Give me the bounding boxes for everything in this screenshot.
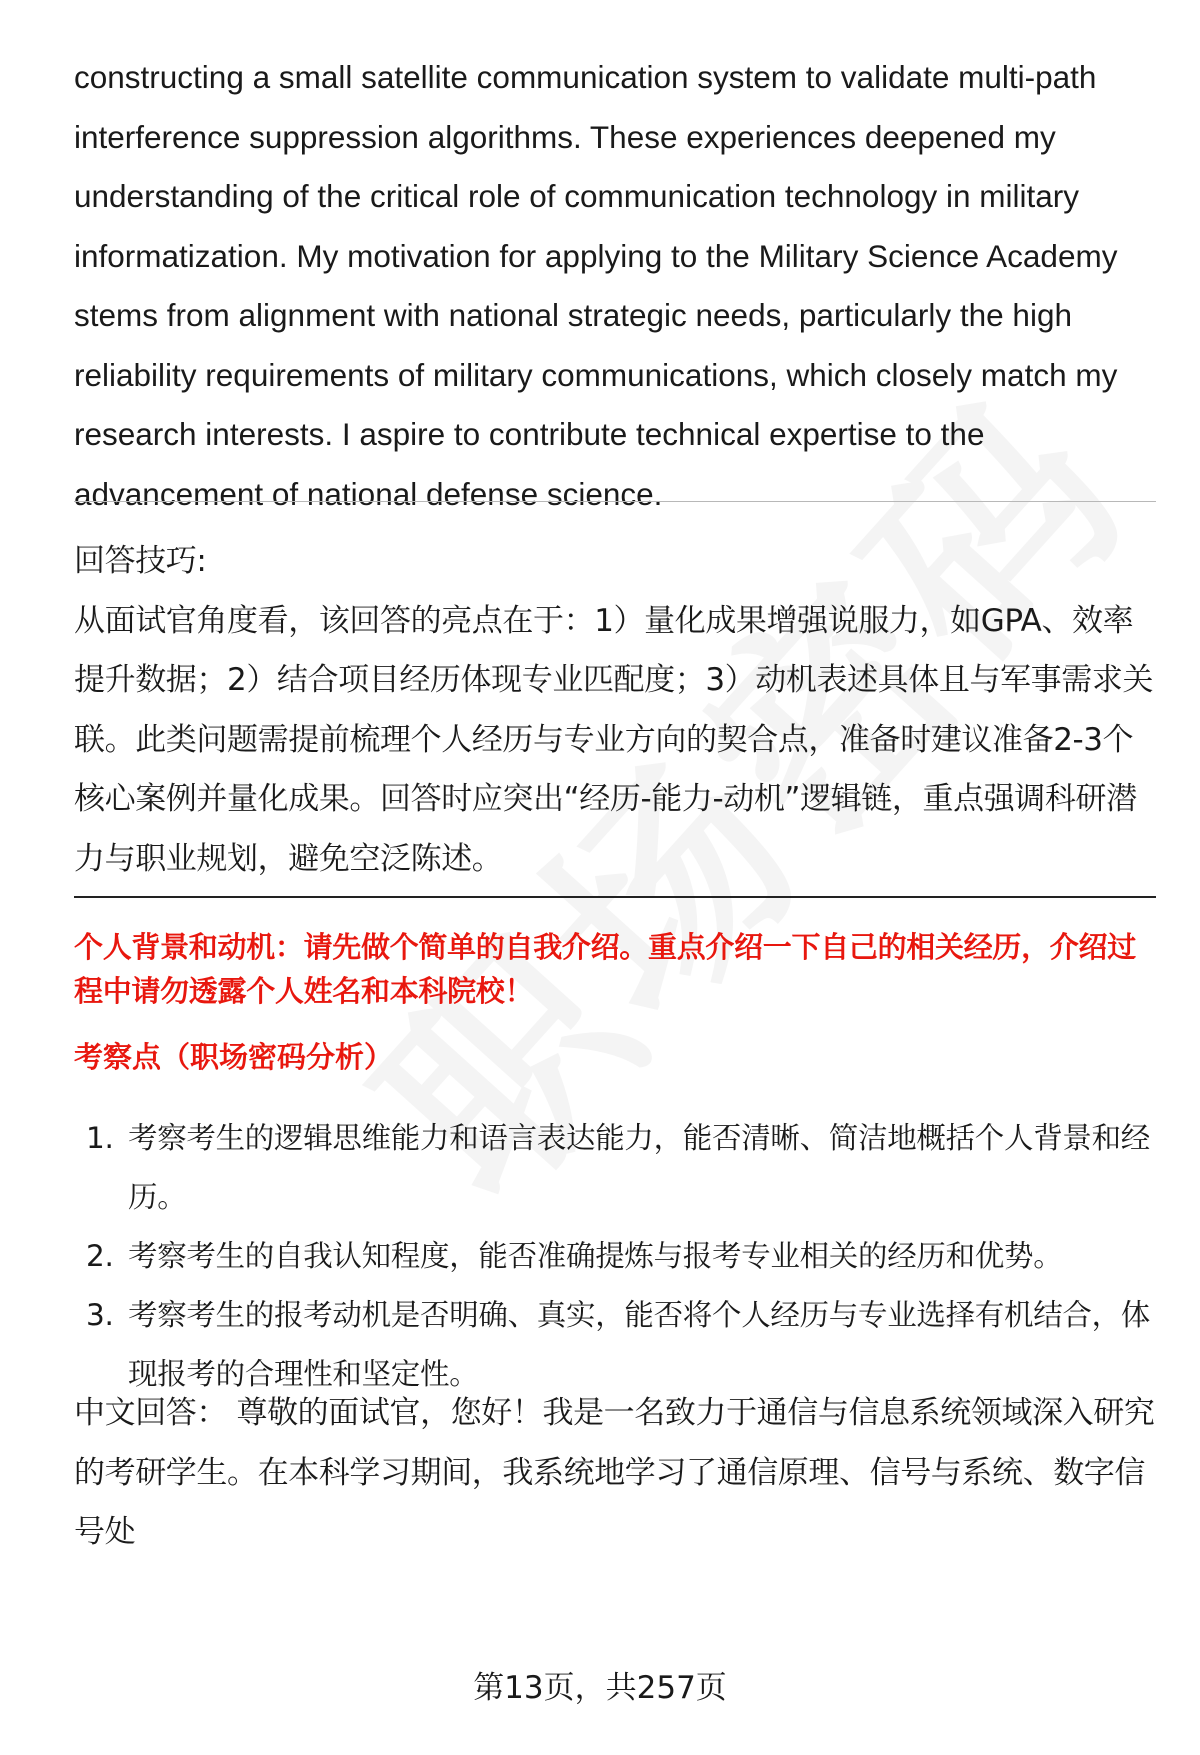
section-divider	[74, 501, 1156, 502]
intro-section	[74, 48, 1156, 524]
list-item-number: 1.	[86, 1121, 114, 1155]
intro-paragraph: constructing a small satellite communication system to validate multi-path interference suppression algorithms. These experiences deepened my understanding of the critical role of communication technology in military informatization. My motivation for applying to the Military Science Academy stems from alignment with national strategic needs, particularly the high reliability requirements of military communications, which closely match my research interests. I aspire to contribute technical expertise to the advancement of national defense science.	[74, 59, 1118, 512]
page-footer: 第13页，共257页	[473, 1670, 727, 1706]
list-item-text: 考察考生的自我认知程度，能否准确提炼与报考专业相关的经历和优势。	[128, 1239, 1063, 1273]
question-section	[74, 925, 1156, 1404]
list-item-number: 3.	[86, 1298, 114, 1332]
list-item-text: 考察考生的逻辑思维能力和语言表达能力，能否清晰、简洁地概括个人背景和经历。	[128, 1121, 1151, 1214]
answer-label: 中文回答：	[74, 1395, 227, 1431]
list-item	[74, 1109, 1156, 1227]
answer-section	[74, 1384, 1156, 1563]
list-item-number: 2.	[86, 1239, 114, 1273]
assessment-points	[74, 1109, 1156, 1404]
assessment-heading: 考察点（职场密码分析）	[74, 1040, 394, 1074]
question-divider	[74, 896, 1156, 898]
tips-body: 从面试官角度看，该回答的亮点在于：1）量化成果增强说服力，如GPA、效率提升数据；2）结合项目经历体现专业匹配度；3）动机表述具体且与军事需求关联。此类问题需提前梳理个人经历与专业方向的契合点，准备时建议准备2-3个核心案例并量化成果。回答时应突出“经历-能力-动机”逻辑链，重点强调科研潜力与职业规划，避免空泛陈述。	[74, 602, 1154, 877]
answer-text: 尊敬的面试官，您好！我是一名致力于通信与信息系统领域深入研究的考研学生。在本科学习期间，我系统地学习了通信原理、信号与系统、数字信号处	[74, 1395, 1155, 1550]
list-item	[74, 1227, 1156, 1286]
tips-heading: 回答技巧:	[74, 543, 207, 579]
tips-section	[74, 532, 1156, 889]
question-title: 个人背景和动机：请先做个简单的自我介绍。重点介绍一下自己的相关经历，介绍过程中请勿透露个人姓名和本科院校！	[74, 930, 1136, 1008]
list-item-text: 考察考生的报考动机是否明确、真实，能否将个人经历与专业选择有机结合，体现报考的合理性和坚定性。	[128, 1298, 1151, 1391]
